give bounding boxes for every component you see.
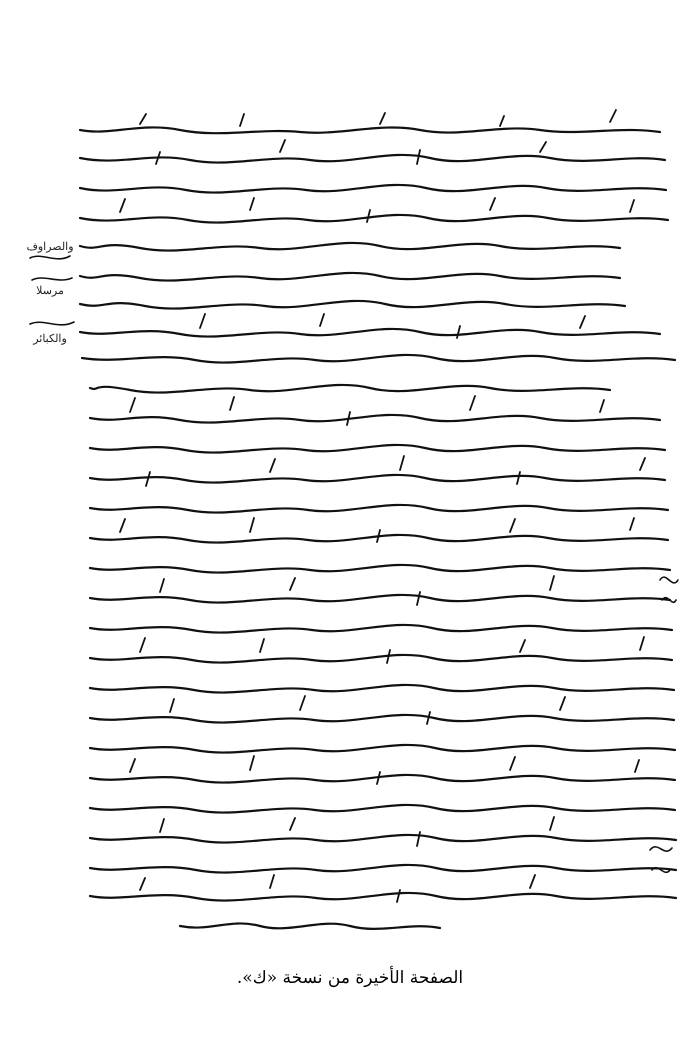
margin-note-1: والصراوف [26, 240, 74, 253]
handwritten-text-drawing [20, 80, 680, 970]
upper-text-block [80, 110, 675, 363]
lower-text-block [90, 385, 676, 929]
margin-note-2: مرسلا [36, 284, 64, 297]
margin-note-3: والكبائر [33, 332, 67, 345]
page-caption: الصفحة الأخيرة من نسخة «ك». [236, 968, 464, 988]
manuscript-image [20, 80, 680, 970]
